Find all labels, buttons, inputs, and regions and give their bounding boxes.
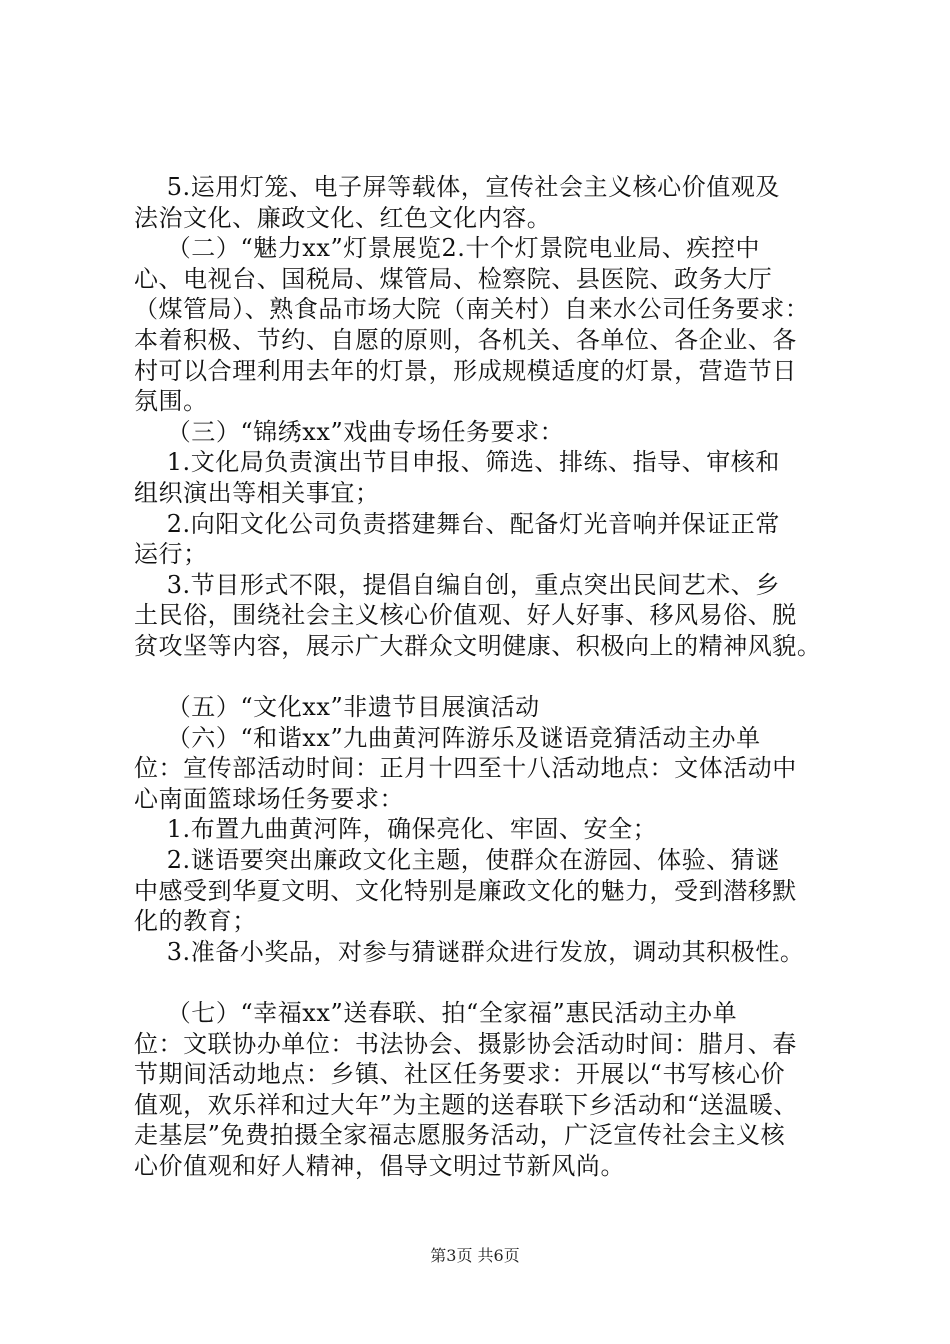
- text-line: 村可以合理利用去年的灯景，形成规模适度的灯景，营造节日: [134, 356, 797, 385]
- text-line: 氛围。: [134, 387, 208, 416]
- text-line: 1.文化局负责演出节目申报、筛选、排练、指导、审核和: [134, 448, 780, 477]
- text-line: （五）“文化xx”非遗节目展演活动: [134, 693, 540, 722]
- text-line: 本着积极、节约、自愿的原则，各机关、各单位、各企业、各: [134, 325, 797, 354]
- page-number-footer: 第3页 共6页: [430, 1246, 520, 1265]
- text-line: 节期间活动地点：乡镇、社区任务要求：开展以“书写核心价: [134, 1060, 786, 1089]
- text-line: （煤管局）、熟食品市场大院（南关村）自来水公司任务要求：: [134, 295, 810, 324]
- text-line: 3.准备小奖品，对参与猜谜群众进行发放，调动其积极性。: [134, 937, 805, 966]
- paragraph-gap: [134, 967, 824, 998]
- text-line: 心、电视台、国税局、煤管局、检察院、县医院、政务大厅: [134, 264, 773, 293]
- text-line: 5.运用灯笼、电子屏等载体，宣传社会主义核心价值观及: [134, 173, 780, 201]
- text-line: （二）“魅力xx”灯景展览2.十个灯景院电业局、疾控中: [134, 234, 761, 263]
- text-line: 位：文联协办单位：书法协会、摄影协会活动时间：腊月、春: [134, 1029, 797, 1058]
- text-line: 贫攻坚等内容，展示广大群众文明健康、积极向上的精神风貌。: [134, 631, 822, 660]
- text-line: 组织演出等相关事宜；: [134, 478, 380, 507]
- text-line: 1.布置九曲黄河阵，确保亮化、牢固、安全；: [134, 815, 658, 844]
- paragraph-gap: [134, 662, 824, 693]
- text-line: 土民俗，围绕社会主义核心价值观、好人好事、移风易俗、脱: [134, 601, 797, 630]
- text-line: （六）“和谐xx”九曲黄河阵游乐及谜语竞猜活动主办单: [134, 723, 761, 752]
- text-line: 2.谜语要突出廉政文化主题，使群众在游园、体验、猜谜: [134, 846, 780, 875]
- text-line: 心价值观和好人精神，倡导文明过节新风尚。: [134, 1152, 625, 1180]
- text-line: 走基层”免费拍摄全家福志愿服务活动，广泛宣传社会主义核: [134, 1121, 786, 1150]
- text-line: 法治文化、廉政文化、红色文化内容。: [134, 203, 552, 232]
- text-line: 心南面篮球场任务要求：: [134, 784, 405, 813]
- text-line: 3.节目形式不限，提倡自编自创，重点突出民间艺术、乡: [134, 570, 780, 599]
- text-line: （七）“幸福xx”送春联、拍“全家福”惠民活动主办单: [134, 999, 738, 1028]
- text-line: 位：宣传部活动时间：正月十四至十八活动地点：文体活动中: [134, 754, 797, 783]
- document-body: [134, 172, 824, 1182]
- text-line: 值观，欢乐祥和过大年”为主题的送春联下乡活动和“送温暖、: [134, 1090, 798, 1119]
- text-line: 2.向阳文化公司负责搭建舞台、配备灯光音响并保证正常: [134, 509, 780, 538]
- text-line: 运行；: [134, 540, 208, 569]
- text-line: （三）“锦绣xx”戏曲专场任务要求：: [134, 417, 565, 446]
- text-line: 化的教育；: [134, 907, 257, 936]
- text-line: 中感受到华夏文明、文化特别是廉政文化的魅力，受到潜移默: [134, 876, 797, 905]
